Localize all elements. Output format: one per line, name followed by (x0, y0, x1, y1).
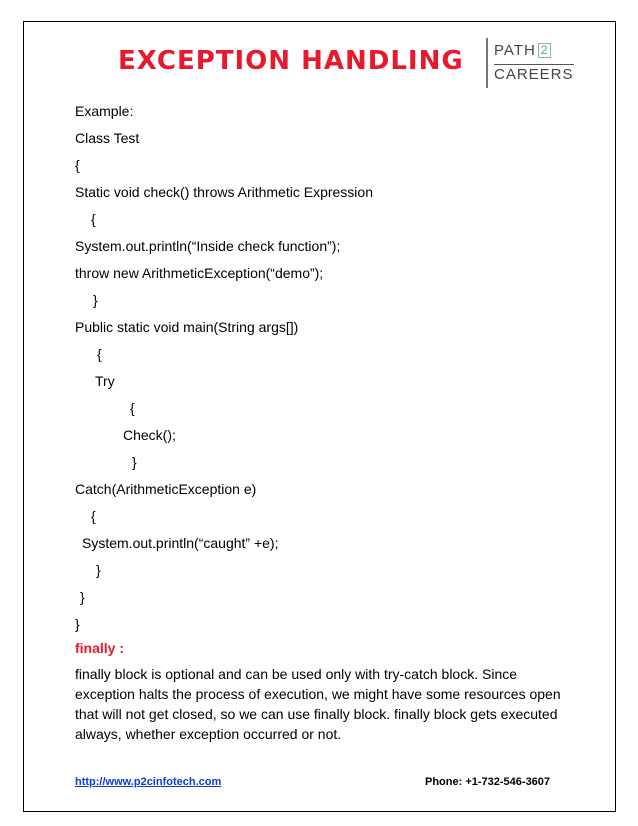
code-line: } (96, 562, 101, 578)
logo-text-bottom: CAREERS (494, 66, 574, 83)
code-line: { (91, 508, 96, 524)
website-link[interactable]: http://www.p2cinfotech.com (75, 776, 222, 788)
phone-number: Phone: +1-732-546-3607 (425, 776, 551, 788)
logo-two-badge: 2 (538, 43, 552, 58)
code-line: Example: (75, 103, 134, 119)
code-line: } (75, 616, 80, 632)
code-line: Public static void main(String args[]) (75, 319, 299, 335)
logo-divider (486, 38, 488, 88)
code-line: } (80, 589, 85, 605)
code-line: { (130, 400, 135, 416)
code-line: Static void check() throws Arithmetic Expression (75, 184, 373, 200)
code-line: Try (95, 373, 115, 389)
code-line: throw new ArithmeticException(“demo”); (75, 265, 324, 281)
section-paragraph: finally block is optional and can be used only with try-catch block. Since exception halts the process of execution, we might have some resources open that will not get closed, so we can use finally block. finally block gets executed always, whether exception occurred or not. (75, 666, 561, 742)
logo-text-top: PATH 2 (494, 42, 551, 60)
section-heading: finally : (75, 640, 125, 656)
code-line: { (97, 346, 102, 362)
code-line: { (91, 211, 96, 227)
code-line: } (93, 292, 98, 308)
code-line: } (132, 454, 137, 470)
code-line: Catch(ArithmeticException e) (75, 481, 257, 497)
page-title: EXCEPTION HANDLING (118, 46, 464, 76)
code-line: System.out.println(“Inside check function”); (75, 238, 341, 254)
path2careers-logo (494, 42, 574, 86)
code-line: Class Test (75, 130, 140, 146)
code-line: System.out.println(“caught” +e); (82, 535, 279, 551)
code-line: { (75, 157, 80, 173)
code-line: Check(); (123, 427, 176, 443)
